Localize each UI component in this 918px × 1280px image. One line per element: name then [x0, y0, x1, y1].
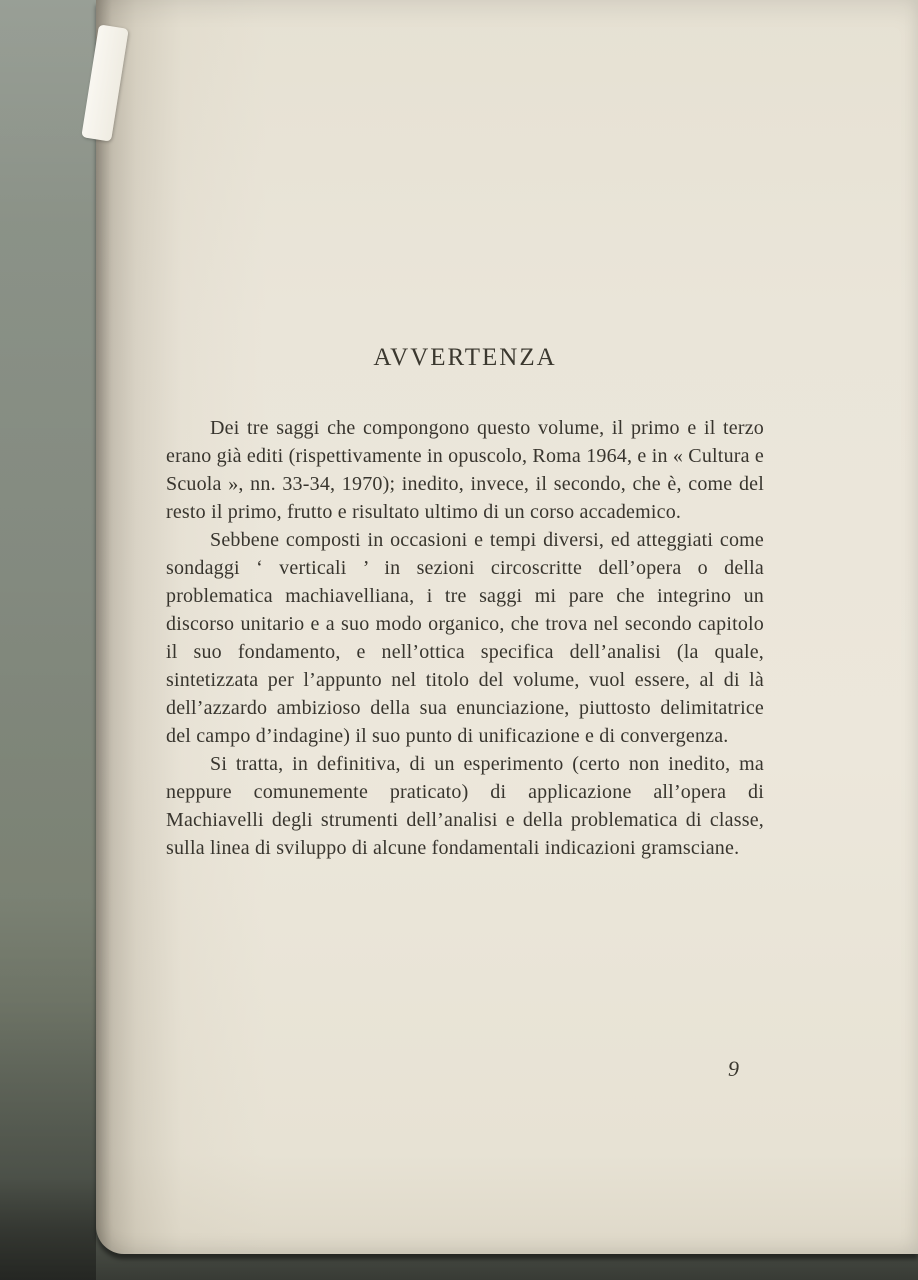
background-left-shade	[0, 0, 96, 1280]
paragraph-1: Dei tre saggi che compongono questo volume, il primo e il terzo erano già editi (rispettivamente in opuscolo, Roma 1964, e in « Cultura e Scuola », nn. 33-34, 1970); inedito, invece, il secondo, che è, come del resto il primo, frutto e risultato ultimo di un corso accademico.	[166, 417, 764, 523]
paragraph-3: Si tratta, in definitiva, di un esperimento (certo non inedito, ma neppure comunemente praticato) di applicazione all’opera di Machiavelli degli strumenti dell’analisi e della problematica di classe, sulla linea di sviluppo di alcune fondamentali indicazioni gramsciane.	[166, 753, 764, 859]
page-title: AVVERTENZA	[373, 344, 557, 371]
paragraph-2: Sebbene composti in occasioni e tempi diversi, ed atteggiati come sondaggi ‘ verticali ’ in sezioni circoscritte dell’opera o della problematica machiavelliana, i tre saggi mi pare che integrino un discorso unitario e a suo modo organico, che trova nel secondo capitolo il suo fondamento, e nell’ottica specifica dell’analisi (la quale, sintetizzata per l’appunto nel titolo del volume, vuol essere, al di là dell’azzardo ambizioso della sua enunciazione, piuttosto delimitatrice del campo d’indagine) il suo punto di unificazione e di convergenza.	[166, 529, 764, 747]
page-number: 9	[728, 1056, 739, 1081]
book-page	[96, 0, 918, 1254]
page-content	[166, 344, 764, 862]
